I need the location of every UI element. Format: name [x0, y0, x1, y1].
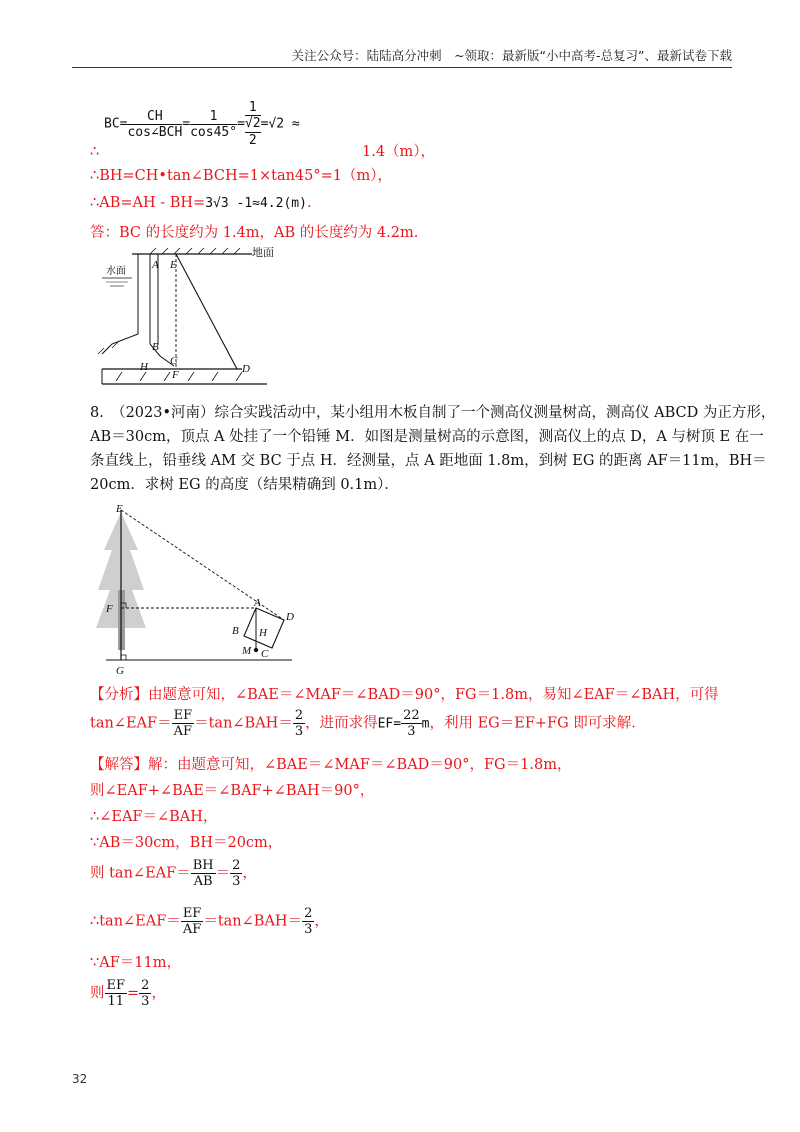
sol6-a: ∴tan∠EAF＝	[90, 913, 181, 930]
analysis-frac-num: EF	[173, 708, 193, 723]
sol6-f-num: EF	[182, 906, 202, 921]
fig2-label-H: H	[259, 627, 267, 639]
analysis-h-num: 22	[403, 708, 420, 723]
ground-hatch	[150, 248, 240, 254]
sol5-g-den: 3	[232, 874, 241, 889]
fig1-label-D: D	[242, 363, 250, 375]
analysis-line2	[90, 708, 646, 739]
line-ab	[90, 194, 312, 213]
analysis-ef: EF=	[377, 716, 402, 732]
line-ab-prefix: ∴AB=AH - BH=	[90, 195, 206, 211]
solution-line8	[90, 978, 166, 1009]
therefore-1: ∴	[90, 144, 100, 160]
eq2: =	[237, 116, 245, 132]
frac3-den-bot: 2	[248, 133, 257, 148]
bc-formula	[104, 100, 300, 149]
sol8-a: 则	[90, 985, 105, 1002]
analysis-eq: ＝tan∠BAH＝	[194, 715, 293, 732]
answer-line: 答：BC 的长度约为 1.4m，AB 的长度约为 4.2m.	[90, 225, 419, 241]
eq1: =	[182, 116, 191, 132]
label-water: 水面	[106, 266, 126, 277]
analysis-h-den: 3	[407, 724, 416, 739]
dam-figure	[92, 244, 282, 390]
solution-line7: ∵AF＝11m，	[90, 955, 181, 971]
sol8-g-num: 2	[141, 978, 150, 993]
fig1-label-B: B	[152, 341, 159, 353]
sol8-f-num: EF	[106, 978, 126, 993]
fig1-label-F: F	[172, 369, 179, 381]
fig2-label-B: B	[232, 625, 239, 637]
problem8-line2: AB＝30cm，顶点 A 处挂了一个铅锤 M．如图是测量树高的示意图，测高仪上的点 D，A 与树顶 E 在一	[90, 429, 764, 445]
formula-tail: =√2 ≈	[260, 116, 300, 132]
fig2-label-A: A	[254, 597, 261, 609]
tree-figure	[96, 500, 296, 680]
sol8-end: ，	[151, 985, 166, 1002]
line-bh: ∴BH=CH•tan∠BCH=1×tan45°=1（m），	[90, 168, 393, 184]
analysis-tan: tan∠EAF＝	[90, 715, 172, 732]
sol8-f-den: 11	[107, 994, 125, 1009]
sol6-end: ，	[314, 913, 329, 930]
fig2-label-G: G	[116, 665, 124, 677]
page-number: 32	[72, 1072, 88, 1086]
sol8-eq: =	[127, 985, 140, 1002]
page-header: 关注公众号：陆陆高分冲刺 ~领取：最新版“小中高考-总复习”、最新试卷下载	[291, 48, 732, 63]
sol6-g-den: 3	[304, 922, 313, 937]
frac3-num: 1	[245, 100, 261, 116]
sol5-eq: ＝	[215, 865, 231, 882]
sol5-f-den: AB	[193, 874, 213, 889]
sol8-g-den: 3	[141, 994, 150, 1009]
slope-ed	[176, 254, 237, 369]
fig1-label-E: E	[170, 259, 177, 271]
header-divider	[72, 67, 732, 68]
analysis-then: ，进而求得	[305, 715, 378, 732]
problem8-line4: 20cm．求树 EG 的高度（结果精确到 0.1m）．	[90, 477, 399, 493]
solution-line4: ∵AB＝30cm，BH＝20cm，	[90, 835, 283, 851]
fig2-label-C: C	[261, 648, 269, 660]
therefore-1-value: 1.4（m），	[362, 144, 436, 160]
sol5-f-num: BH	[192, 858, 214, 873]
sol5-end: ，	[242, 865, 257, 882]
analysis-g-den: 3	[294, 724, 304, 739]
sol6-f-den: AF	[182, 922, 202, 937]
solution-line2: 则∠EAF+∠BAE＝∠BAF+∠BAH＝90°，	[90, 783, 375, 799]
fig1-label-C: C	[170, 355, 178, 367]
frac3-den-top: √2	[244, 116, 261, 131]
solution-line1: 【解答】解：由题意可知，∠BAE＝∠MAF＝∠BAD＝90°，FG＝1.8m，	[90, 757, 572, 773]
analysis-line1: 【分析】由题意可知，∠BAE＝∠MAF＝∠BAD＝90°，FG＝1.8m，易知∠EAF＝∠BAH，可得	[90, 687, 719, 703]
sol5-g-num: 2	[232, 858, 241, 873]
analysis-g-num: 2	[294, 708, 304, 723]
label-ground: 地面	[252, 247, 274, 259]
bc-label: BC=	[104, 116, 128, 132]
line-ab-suffix: .	[306, 195, 312, 211]
problem8-line3: 条直线上，铅垂线 AM 交 BC 于点 H．经测量，点 A 距地面 1.8m，到树 EG 的距离 AF＝11m，BH＝	[90, 453, 767, 469]
frac2-num: 1	[190, 109, 237, 125]
solution-line5	[90, 858, 257, 889]
problem8-line1: 8. （2023•河南）综合实践活动中，某小组用木板自制了一个测高仪测量树高，测高仪 ABCD 为正方形，	[90, 405, 776, 421]
plumb-weight-m	[254, 648, 258, 652]
fig2-label-M: M	[242, 645, 252, 657]
solution-line3: ∴∠EAF＝∠BAH，	[90, 809, 218, 825]
sol6-g-num: 2	[304, 906, 313, 921]
fig1-label-H: H	[140, 361, 148, 373]
frac1-den: cos∠BCH	[127, 125, 183, 140]
analysis-unit: m	[421, 716, 430, 732]
sol6-b: ＝tan∠BAH＝	[203, 913, 303, 930]
fig2-label-E: E	[116, 503, 123, 515]
fig1-label-A: A	[152, 259, 159, 271]
analysis-frac-den: AF	[173, 724, 193, 739]
frac1-num: CH	[127, 109, 182, 125]
solution-line6	[90, 906, 329, 937]
fig2-label-D: D	[286, 611, 294, 623]
frac2-den: cos45°	[190, 125, 238, 140]
line-ab-math: 3√3 -1≈4.2(m)	[205, 196, 307, 211]
fig2-label-F: F	[106, 603, 113, 615]
analysis-rest: ，利用 EG＝EF+FG 即可求解．	[429, 715, 646, 732]
sol5-a: 则 tan∠EAF＝	[90, 865, 191, 882]
